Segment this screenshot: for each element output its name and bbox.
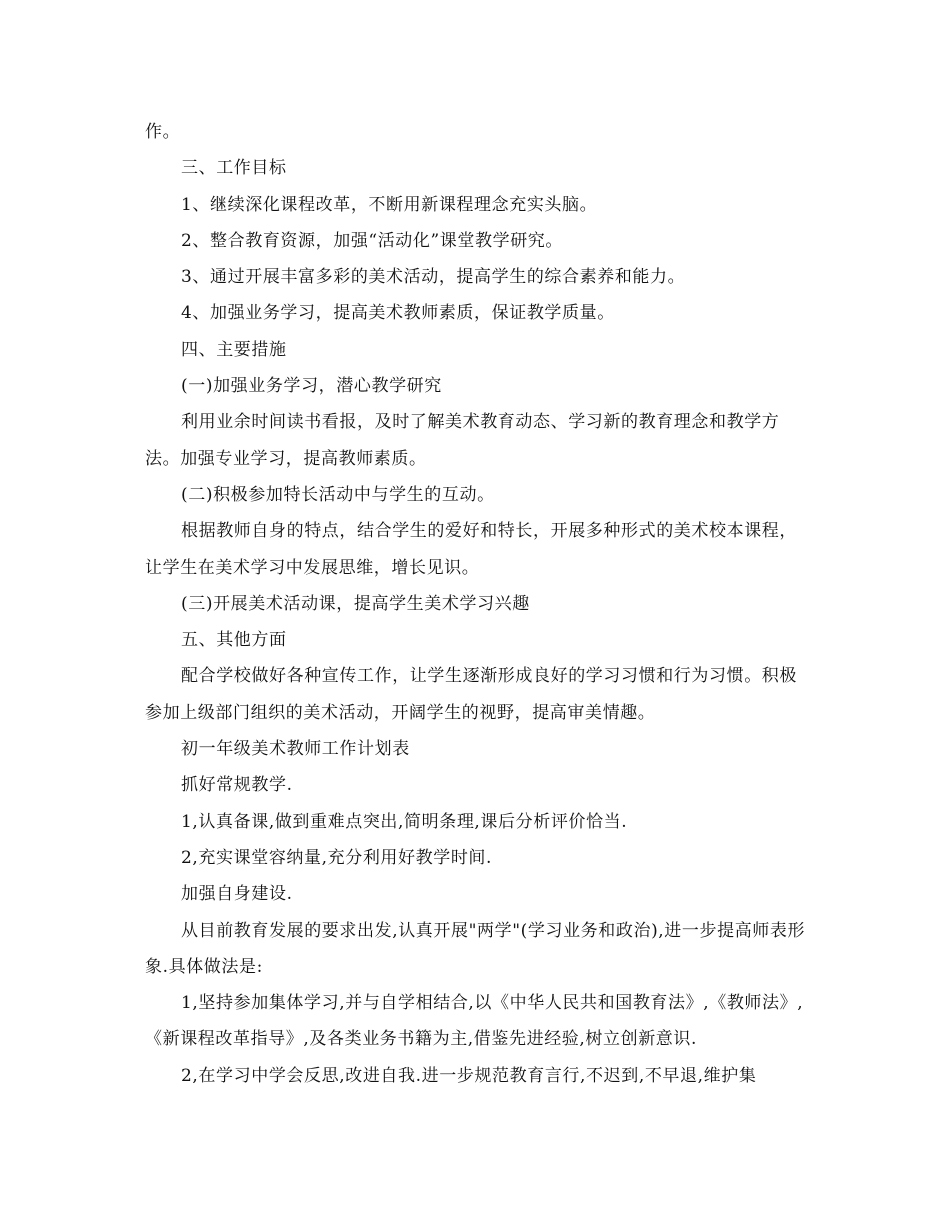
document-paragraph: 3、通过开展丰富多彩的美术活动，提高学生的综合素养和能力。 xyxy=(181,267,686,288)
document-paragraph: 初一年级美术教师工作计划表 xyxy=(181,739,410,760)
document-paragraph: 2,在学习中学会反思,改进自我.进一步规范教育言行,不迟到,不早退,维护集 xyxy=(181,1065,757,1086)
document-paragraph: 四、主要措施 xyxy=(181,339,287,360)
document-paragraph: (二)积极参加特长活动中与学生的互动。 xyxy=(181,484,495,505)
document-paragraph: 作。 xyxy=(145,122,181,142)
document-paragraph: 根据教师自身的特点，结合学生的爱好和特长，开展多种形式的美术校本课程，让学生在美术学习中发展思维，增长见识。 xyxy=(145,521,797,578)
document-paragraph: 1,认真备课,做到重难点突出,简明条理,课后分析评价恰当. xyxy=(181,811,628,832)
document-paragraph: 配合学校做好各种宣传工作，让学生逐渐形成良好的学习习惯和行为习惯。积极参加上级部门组织的美术活动，开阔学生的视野，提高审美情趣。 xyxy=(145,666,797,723)
document-paragraph: 五、其他方面 xyxy=(181,630,287,651)
document-paragraph: (三)开展美术活动课，提高学生美术学习兴趣 xyxy=(181,593,530,614)
document-paragraph: 1,坚持参加集体学习,并与自学相结合,以《中华人民共和国教育法》,《教师法》,《新课程改革指导》,及各类业务书籍为主,借鉴先进经验,树立创新意识. xyxy=(145,993,804,1050)
document-paragraph: 加强自身建设. xyxy=(181,884,293,905)
document-paragraph: 2、整合教育资源，加强“活动化”课堂教学研究。 xyxy=(181,230,563,251)
document-paragraph: 利用业余时间读书看报，及时了解美术教育动态、学习新的教育理念和教学方法。加强专业学习，提高教师素质。 xyxy=(145,412,780,469)
document-paragraph: 1、继续深化课程改革，不断用新课程理念充实头脑。 xyxy=(181,194,598,215)
document-paragraph: 2,充实课堂容纳量,充分利用好教学时间. xyxy=(181,847,493,868)
document-paragraph: 抓好常规教学. xyxy=(181,775,293,796)
document-paragraph: 从目前教育发展的要求出发,认真开展"两学"(学习业务和政治),进一步提高师表形象.具体做法是: xyxy=(145,920,806,977)
document-paragraph: 4、加强业务学习，提高美术教师素质，保证教学质量。 xyxy=(181,303,615,324)
document-body xyxy=(145,114,809,1094)
document-paragraph: 三、工作目标 xyxy=(181,158,287,179)
document-paragraph: (一)加强业务学习，潜心教学研究 xyxy=(181,376,442,397)
